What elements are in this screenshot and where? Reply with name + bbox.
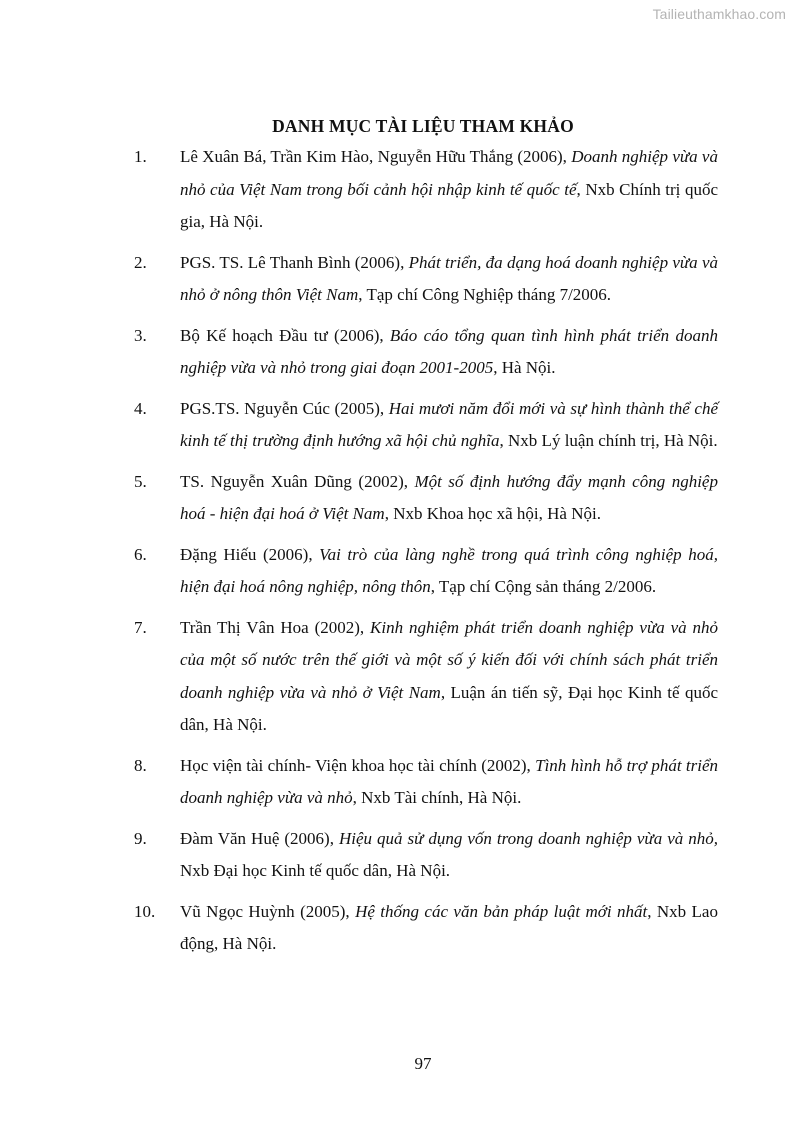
reference-work-title: Hệ thống các văn bản pháp luật mới nhất <box>355 901 648 921</box>
reference-text <box>180 466 718 531</box>
reference-author: Học viện tài chính- Viện khoa học tài chính (2002), <box>180 755 536 775</box>
reference-author: Vũ Ngọc Huỳnh (2005), <box>180 901 356 921</box>
reference-publisher: , Nxb Khoa học xã hội, Hà Nội. <box>384 504 601 523</box>
reference-text <box>180 896 718 961</box>
reference-text <box>180 823 718 888</box>
reference-text <box>180 320 718 385</box>
reference-author: Đặng Hiếu (2006), <box>180 544 320 564</box>
reference-text <box>180 750 718 815</box>
reference-author: Đàm Văn Huệ (2006), <box>180 828 339 848</box>
reference-author: TS. Nguyễn Xuân Dũng (2002), <box>180 471 415 491</box>
reference-item-4 <box>134 393 718 458</box>
reference-number: 10. <box>134 901 156 921</box>
reference-publisher: , Tạp chí Công Nghiệp tháng 7/2006. <box>358 285 612 304</box>
reference-item-2 <box>134 247 718 312</box>
reference-number: 6. <box>134 544 147 564</box>
reference-work-title: Kinh nghiệm phát triển doanh nghiệp vừa và nhỏ của một số nước trên thế giới và một số ý kiến đối với chính sách phát triển doanh nghiệp vừa và nhỏ ở Việt Nam <box>180 617 719 702</box>
reference-text <box>180 141 718 239</box>
reference-author: PGS.TS. Nguyễn Cúc (2005), <box>180 398 389 418</box>
reference-work-title: Doanh nghiệp vừa và nhỏ của Việt Nam trong bối cảnh hội nhập kinh tế quốc tế <box>180 147 718 199</box>
reference-text <box>180 539 718 604</box>
reference-work-title: Báo cáo tổng quan tình hình phát triển doanh nghiệp vừa và nhỏ trong giai đoạn 2001-2005 <box>180 325 718 377</box>
page-number: 97 <box>414 1054 432 1073</box>
reference-work-title: Một số định hướng đẩy mạnh công nghiệp hoá - hiện đại hoá ở Việt Nam <box>180 471 718 523</box>
reference-item-10 <box>134 896 718 961</box>
reference-publisher: Nxb Đại học Kinh tế quốc dân, Hà Nội. <box>180 861 451 880</box>
reference-publisher: , Nxb Lao động, Hà Nội. <box>180 901 718 953</box>
reference-publisher: , Luận án tiến sỹ, Đại học Kinh tế quốc dân, Hà Nội. <box>180 682 718 734</box>
reference-publisher: , Nxb Chính trị quốc gia, Hà Nội. <box>180 179 719 231</box>
reference-number: 3. <box>134 325 147 345</box>
reference-item-7 <box>134 612 718 742</box>
reference-item-5 <box>134 466 718 531</box>
reference-work-title: Hai mươi năm đổi mới và sự hình thành thể chế kinh tế thị trường định hướng xã hội chủ nghĩa <box>180 398 718 450</box>
reference-work-title: Vai trò của làng nghề trong quá trình công nghiệp hoá, hiện đại hoá nông nghiệp, nông thôn <box>180 544 718 596</box>
reference-number: 1. <box>134 147 147 166</box>
reference-author: Bộ Kế hoạch Đầu tư (2006), <box>180 325 390 345</box>
reference-text <box>180 247 718 312</box>
reference-number: 9. <box>134 828 147 848</box>
reference-publisher: , Hà Nội. <box>493 358 556 377</box>
reference-list <box>134 141 718 969</box>
reference-item-3 <box>134 320 718 385</box>
reference-item-1 <box>134 141 718 239</box>
reference-item-8 <box>134 750 718 815</box>
reference-number: 7. <box>134 617 147 637</box>
reference-number: 2. <box>134 252 147 272</box>
reference-publisher: , Nxb Tài chính, Hà Nội. <box>352 788 522 807</box>
reference-number: 5. <box>134 471 147 491</box>
reference-work-title: Phát triển, đa dạng hoá doanh nghiệp vừa và nhỏ ở nông thôn Việt Nam <box>180 252 718 304</box>
reference-number: 4. <box>134 398 147 418</box>
reference-text <box>180 393 718 458</box>
reference-text <box>180 612 718 742</box>
reference-author: PGS. TS. Lê Thanh Bình (2006), <box>180 252 409 272</box>
reference-publisher: , Tạp chí Cộng sản tháng 2/2006. <box>430 577 657 596</box>
reference-work-title: Hiệu quả sử dụng vốn trong doanh nghiệp vừa và nhỏ, <box>338 828 718 848</box>
reference-item-9 <box>134 823 718 888</box>
page-title: DANH MỤC TÀI LIỆU THAM KHẢO <box>272 116 574 136</box>
watermark-text: Tailieuthamkhao.com <box>652 6 786 22</box>
reference-number: 8. <box>134 755 147 775</box>
reference-author: Trần Thị Vân Hoa (2002), <box>180 617 371 637</box>
reference-publisher: , Nxb Lý luận chính trị, Hà Nội. <box>499 431 718 450</box>
reference-author: Lê Xuân Bá, Trần Kim Hào, Nguyễn Hữu Thắng (2006), <box>180 147 572 166</box>
reference-work-title: Tình hình hỗ trợ phát triển doanh nghiệp vừa và nhỏ <box>180 755 718 807</box>
reference-item-6 <box>134 539 718 604</box>
